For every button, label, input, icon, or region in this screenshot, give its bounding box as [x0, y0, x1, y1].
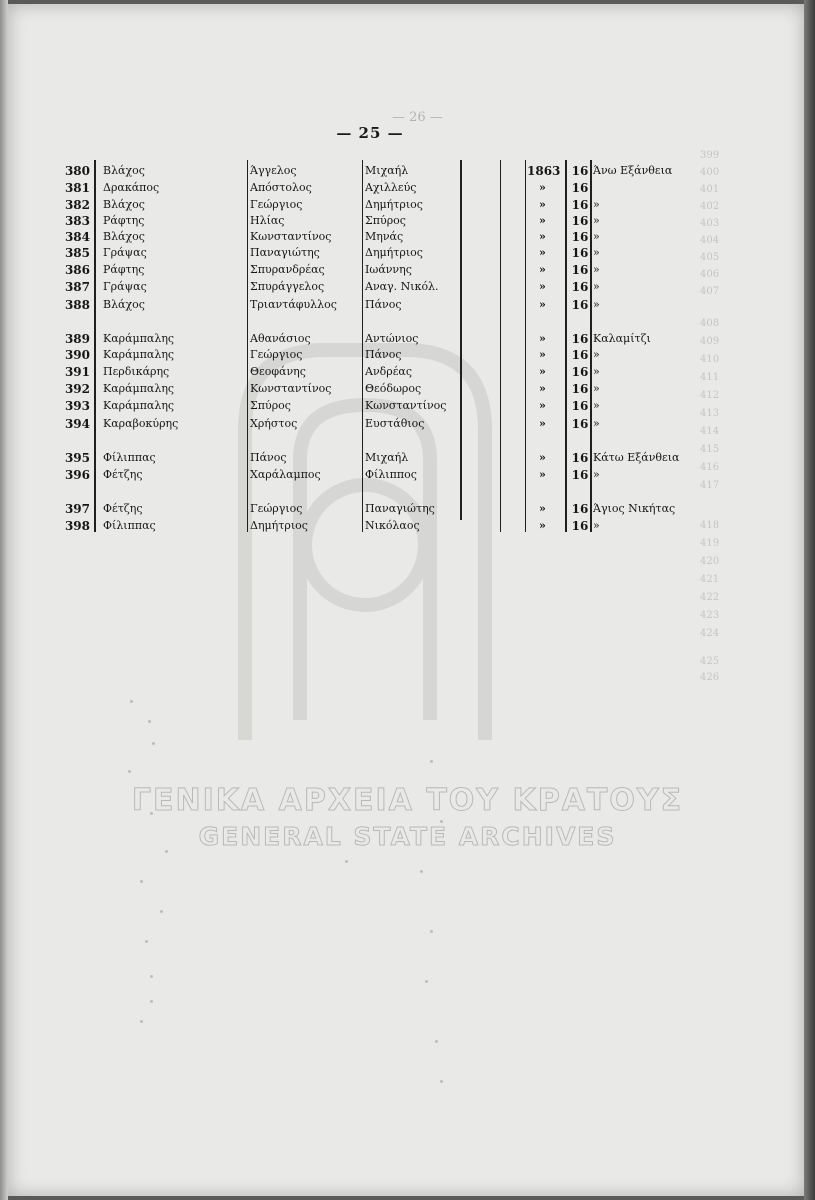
table-row: [0, 450, 815, 466]
cell-num: 396: [64, 468, 90, 482]
cell-surname: Γράψας: [103, 246, 147, 259]
column-rule: [590, 160, 592, 532]
cell-mark: »: [539, 399, 546, 412]
ghost-row-number: 408: [700, 318, 720, 329]
cell-given: Τριαντάφυλλος: [250, 298, 337, 311]
ghost-row-number: 424: [700, 628, 720, 639]
cell-mark: »: [539, 382, 546, 395]
cell-num: 387: [64, 280, 90, 294]
cell-surname: Καράμπαλης: [103, 348, 175, 361]
cell-mark: »: [539, 298, 546, 311]
ghost-row-number: 403: [700, 218, 720, 229]
table-row: [0, 229, 815, 245]
ghost-row-number: 412: [700, 390, 720, 401]
cell-place: »: [593, 382, 600, 395]
cell-age: 16: [571, 181, 589, 195]
ghost-row-number: 423: [700, 610, 720, 621]
table-row: [0, 180, 815, 196]
cell-mark: »: [539, 198, 546, 211]
cell-num: 397: [64, 502, 90, 516]
cell-place: »: [593, 246, 600, 259]
cell-num: 394: [64, 417, 90, 431]
ghost-row-number: 418: [700, 520, 720, 531]
ghost-row-number: 400: [700, 167, 720, 178]
table-row: [0, 163, 815, 179]
cell-age: 16: [571, 246, 589, 260]
cell-father: Αναγ. Νικόλ.: [365, 280, 439, 293]
cell-num: 384: [64, 230, 90, 244]
cell-mark: »: [539, 181, 546, 194]
cell-surname: Φέτζης: [103, 468, 143, 481]
cell-num: 398: [64, 519, 90, 533]
cell-father: Πάνος: [365, 348, 402, 361]
cell-place: Κάτω Εξάνθεια: [593, 451, 680, 464]
table-row: [0, 331, 815, 347]
cell-place: »: [593, 280, 600, 293]
ghost-row-number: 399: [700, 150, 720, 161]
cell-place: »: [593, 399, 600, 412]
ghost-row-number: 407: [700, 286, 720, 297]
cell-place: »: [593, 468, 600, 481]
column-rule: [565, 160, 567, 532]
cell-place: »: [593, 198, 600, 211]
cell-place: Άνω Εξάνθεια: [593, 164, 673, 177]
cell-father: Αχιλλεύς: [365, 181, 417, 194]
cell-mark: »: [539, 263, 546, 276]
ghost-row-number: 410: [700, 354, 720, 365]
table-row: [0, 347, 815, 363]
cell-age: 16: [571, 365, 589, 379]
ghost-row-number: 422: [700, 592, 720, 603]
cell-given: Ηλίας: [250, 214, 285, 227]
cell-given: Γεώργιος: [250, 502, 303, 515]
cell-age: 16: [571, 230, 589, 244]
cell-place: »: [593, 230, 600, 243]
cell-father: Θεόδωρος: [365, 382, 422, 395]
cell-mark: »: [539, 502, 546, 515]
cell-surname: Φίλιππας: [103, 519, 156, 532]
cell-place: »: [593, 298, 600, 311]
cell-surname: Βλάχος: [103, 164, 145, 177]
table-row: [0, 398, 815, 414]
cell-given: Χαράλαμπος: [250, 468, 321, 481]
cell-given: Παναγιώτης: [250, 246, 320, 259]
table-row: [0, 364, 815, 380]
column-rule: [362, 160, 363, 532]
cell-age: 16: [571, 468, 589, 482]
table-row: [0, 245, 815, 261]
cell-mark: »: [539, 214, 546, 227]
watermark-greek: ΓΕΝΙΚΑ ΑΡΧΕΙΑ ΤΟΥ ΚΡΑΤΟΥΣ: [131, 783, 684, 818]
table-row: [0, 501, 815, 517]
table-row: [0, 381, 815, 397]
cell-num: 390: [64, 348, 90, 362]
cell-surname: Φίλιππας: [103, 451, 156, 464]
ghost-row-number: 409: [700, 336, 720, 347]
cell-surname: Καράμπαλης: [103, 332, 175, 345]
cell-given: Πάνος: [250, 451, 287, 464]
cell-num: 395: [64, 451, 90, 465]
cell-age: 16: [571, 417, 589, 431]
cell-age: 16: [571, 519, 589, 533]
cell-surname: Καράμπαλης: [103, 399, 175, 412]
cell-place: Καλαμίτζι: [593, 332, 651, 345]
ghost-row-number: 416: [700, 462, 720, 473]
cell-age: 16: [571, 382, 589, 396]
cell-surname: Γράψας: [103, 280, 147, 293]
cell-surname: Βλάχος: [103, 298, 145, 311]
ghost-row-number: 419: [700, 538, 720, 549]
ghost-row-number: 421: [700, 574, 720, 585]
cell-surname: Ράφτης: [103, 214, 145, 227]
cell-place: »: [593, 417, 600, 430]
cell-given: Γεώργιος: [250, 198, 303, 211]
ghost-row-number: 404: [700, 235, 720, 246]
cell-place: »: [593, 263, 600, 276]
ghost-row-number: 405: [700, 252, 720, 263]
cell-surname: Βλάχος: [103, 230, 145, 243]
column-rule: [460, 160, 462, 520]
cell-given: Κωνσταντίνος: [250, 230, 332, 243]
cell-father: Νικόλαος: [365, 519, 420, 532]
ghost-row-number: 401: [700, 184, 720, 195]
cell-mark: »: [539, 468, 546, 481]
cell-father: Δημήτριος: [365, 198, 423, 211]
cell-mark: »: [539, 519, 546, 532]
cell-age: 16: [571, 502, 589, 516]
cell-age: 16: [571, 164, 589, 178]
cell-father: Αντώνιος: [365, 332, 419, 345]
ghost-row-number: 406: [700, 269, 720, 280]
cell-father: Πάνος: [365, 298, 402, 311]
column-rule: [94, 160, 96, 532]
cell-father: Δημήτριος: [365, 246, 423, 259]
cell-mark: »: [539, 230, 546, 243]
cell-num: 392: [64, 382, 90, 396]
cell-father: Φίλιππος: [365, 468, 417, 481]
cell-mark: »: [539, 246, 546, 259]
cell-place: »: [593, 519, 600, 532]
cell-surname: Δρακάπος: [103, 181, 160, 194]
ghost-row-number: 420: [700, 556, 720, 567]
cell-given: Κωνσταντίνος: [250, 382, 332, 395]
cell-place: »: [593, 348, 600, 361]
cell-father: Ανδρέας: [365, 365, 413, 378]
cell-age: 16: [571, 451, 589, 465]
ghost-row-number: 414: [700, 426, 720, 437]
cell-father: Μηνάς: [365, 230, 404, 243]
column-rule: [500, 160, 501, 532]
cell-surname: Περδικάρης: [103, 365, 170, 378]
cell-age: 16: [571, 348, 589, 362]
cell-surname: Ράφτης: [103, 263, 145, 276]
ghost-row-number: 425: [700, 656, 720, 667]
cell-father: Παναγιώτης: [365, 502, 435, 515]
cell-father: Μιχαήλ: [365, 164, 409, 177]
cell-place: »: [593, 365, 600, 378]
cell-father: Σπύρος: [365, 214, 406, 227]
cell-age: 16: [571, 198, 589, 212]
cell-num: 389: [64, 332, 90, 346]
cell-mark: »: [539, 280, 546, 293]
cell-num: 386: [64, 263, 90, 277]
cell-age: 16: [571, 298, 589, 312]
ghost-row-number: 417: [700, 480, 720, 491]
table-row: [0, 467, 815, 483]
cell-father: Ιωάννης: [365, 263, 412, 276]
cell-mark: »: [539, 451, 546, 464]
cell-place: Άγιος Νικήτας: [593, 502, 676, 515]
ghost-page-number: — 26 —: [392, 110, 443, 125]
cell-mark: »: [539, 348, 546, 361]
cell-age: 16: [571, 263, 589, 277]
cell-num: 381: [64, 181, 90, 195]
cell-given: Σπυρανδρέας: [250, 263, 325, 276]
cell-num: 388: [64, 298, 90, 312]
watermark-english: GENERAL STATE ARCHIVES: [198, 822, 617, 851]
cell-mark: »: [539, 332, 546, 345]
cell-age: 16: [571, 332, 589, 346]
column-rule: [525, 160, 526, 532]
cell-surname: Καραβοκύρης: [103, 417, 179, 430]
cell-surname: Καράμπαλης: [103, 382, 175, 395]
cell-given: Απόστολος: [250, 181, 312, 194]
cell-year: 1863: [527, 164, 561, 178]
cell-given: Θεοφάνης: [250, 365, 306, 378]
table-row: [0, 518, 815, 534]
cell-age: 16: [571, 280, 589, 294]
table-row: [0, 197, 815, 213]
cell-given: Άγγελος: [250, 164, 297, 177]
cell-surname: Φέτζης: [103, 502, 143, 515]
ghost-row-number: 402: [700, 201, 720, 212]
table-row: [0, 262, 815, 278]
cell-surname: Βλάχος: [103, 198, 145, 211]
page-number: — 25 —: [336, 124, 404, 142]
ghost-row-number: 426: [700, 672, 720, 683]
cell-mark: »: [539, 365, 546, 378]
cell-given: Χρήστος: [250, 417, 298, 430]
cell-num: 393: [64, 399, 90, 413]
table-row: [0, 213, 815, 229]
table-row: [0, 279, 815, 295]
cell-mark: »: [539, 417, 546, 430]
cell-place: »: [593, 214, 600, 227]
cell-given: Γεώργιος: [250, 348, 303, 361]
table-row: [0, 416, 815, 432]
cell-given: Σπύρος: [250, 399, 291, 412]
cell-given: Δημήτριος: [250, 519, 308, 532]
ghost-row-number: 413: [700, 408, 720, 419]
cell-father: Κωνσταντίνος: [365, 399, 447, 412]
column-rule: [247, 160, 248, 532]
table-row: [0, 297, 815, 313]
cell-father: Μιχαήλ: [365, 451, 409, 464]
cell-age: 16: [571, 399, 589, 413]
ghost-row-number: 415: [700, 444, 720, 455]
cell-given: Αθανάσιος: [250, 332, 311, 345]
cell-father: Ευστάθιος: [365, 417, 425, 430]
cell-num: 391: [64, 365, 90, 379]
cell-given: Σπυράγγελος: [250, 280, 325, 293]
cell-age: 16: [571, 214, 589, 228]
cell-num: 380: [64, 164, 90, 178]
cell-num: 385: [64, 246, 90, 260]
cell-num: 383: [64, 214, 90, 228]
cell-num: 382: [64, 198, 90, 212]
ghost-row-number: 411: [700, 372, 720, 383]
